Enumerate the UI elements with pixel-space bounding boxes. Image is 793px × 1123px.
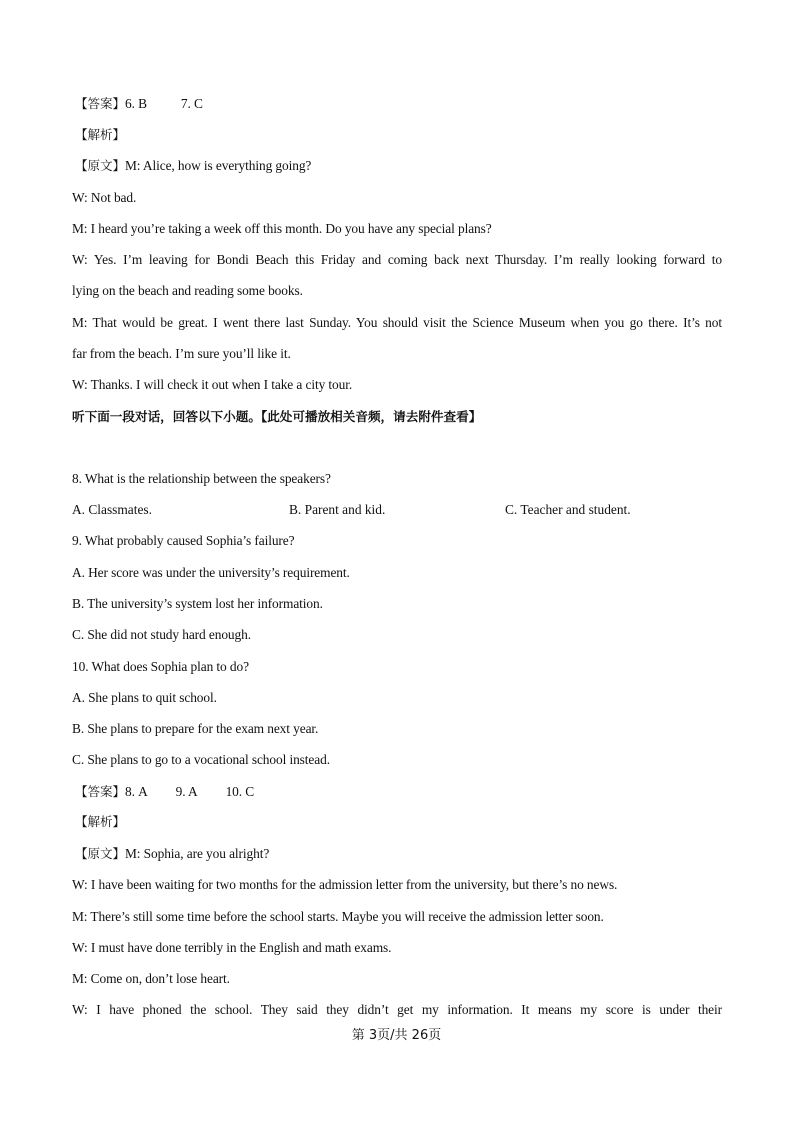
page-footer — [0, 1026, 793, 1045]
original-tag: 【原文】 — [75, 846, 125, 861]
question-8-option-b: B. Parent and kid. — [289, 502, 386, 517]
transcript-line: M: There’s still some time before the school starts. Maybe you will receive the admission letter soon. — [72, 909, 604, 924]
question-9-option-b: B. The university’s system lost her information. — [72, 596, 323, 611]
answer-tag: 【答案】 — [75, 784, 125, 799]
answer-line-2 — [75, 783, 725, 801]
answer-9: 9. A — [175, 784, 198, 799]
answer-10: 10. C — [225, 784, 255, 799]
transcript-line: W: I have phoned the school. They said they didn’t get my information. It means my score is under their — [72, 1002, 722, 1017]
question-9-option-c: C. She did not study hard enough. — [72, 627, 251, 642]
answer-8: 8. A — [124, 784, 148, 799]
answer-7: 7. C — [180, 96, 203, 111]
transcript-line: W: I must have done terribly in the English and math exams. — [72, 940, 392, 955]
transcript-line: W: Yes. I’m leaving for Bondi Beach this Friday and coming back next Thursday. I’m really looking forward to — [72, 252, 722, 267]
transcript-line: 【原文】M: Sophia, are you alright? — [75, 846, 270, 861]
transcript-line: far from the beach. I’m sure you’ll like it. — [72, 346, 291, 361]
answer-6: 6. B — [124, 96, 147, 111]
listening-instruction: 听下面一段对话，回答以下小题。【此处可播放相关音频，请去附件查看】 — [72, 409, 482, 424]
question-8-option-a: A. Classmates. — [72, 502, 152, 517]
question-8-option-c: C. Teacher and student. — [505, 502, 631, 517]
question-9: 9. What probably caused Sophia’s failure? — [72, 533, 295, 548]
analysis-heading-2: 【解析】 — [75, 814, 125, 829]
transcript-line: 【原文】M: Alice, how is everything going? — [75, 158, 312, 173]
transcript-line: M: Come on, don’t lose heart. — [72, 971, 230, 986]
question-10-option-b: B. She plans to prepare for the exam next year. — [72, 721, 319, 736]
question-8: 8. What is the relationship between the speakers? — [72, 471, 331, 486]
analysis-heading-1: 【解析】 — [75, 127, 125, 142]
question-9-option-a: A. Her score was under the university’s requirement. — [72, 565, 350, 580]
answer-line-1 — [75, 95, 725, 113]
question-10: 10. What does Sophia plan to do? — [72, 659, 249, 674]
question-10-option-a: A. She plans to quit school. — [72, 690, 217, 705]
transcript-line: W: Thanks. I will check it out when I take a city tour. — [72, 377, 353, 392]
transcript-line: M: That would be great. I went there last Sunday. You should visit the Science Museum when you go there. It’s not — [72, 315, 722, 330]
transcript-line: W: Not bad. — [72, 190, 137, 205]
transcript-line: W: I have been waiting for two months for the admission letter from the university, but there’s no news. — [72, 877, 618, 892]
answer-tag: 【答案】 — [75, 96, 125, 111]
question-10-option-c: C. She plans to go to a vocational school instead. — [72, 752, 330, 767]
original-tag: 【原文】 — [75, 158, 125, 173]
transcript-line: lying on the beach and reading some books. — [72, 283, 303, 298]
transcript-line: M: I heard you’re taking a week off this month. Do you have any special plans? — [72, 221, 492, 236]
page-number: 第 3页/共 26页 — [351, 1028, 442, 1043]
